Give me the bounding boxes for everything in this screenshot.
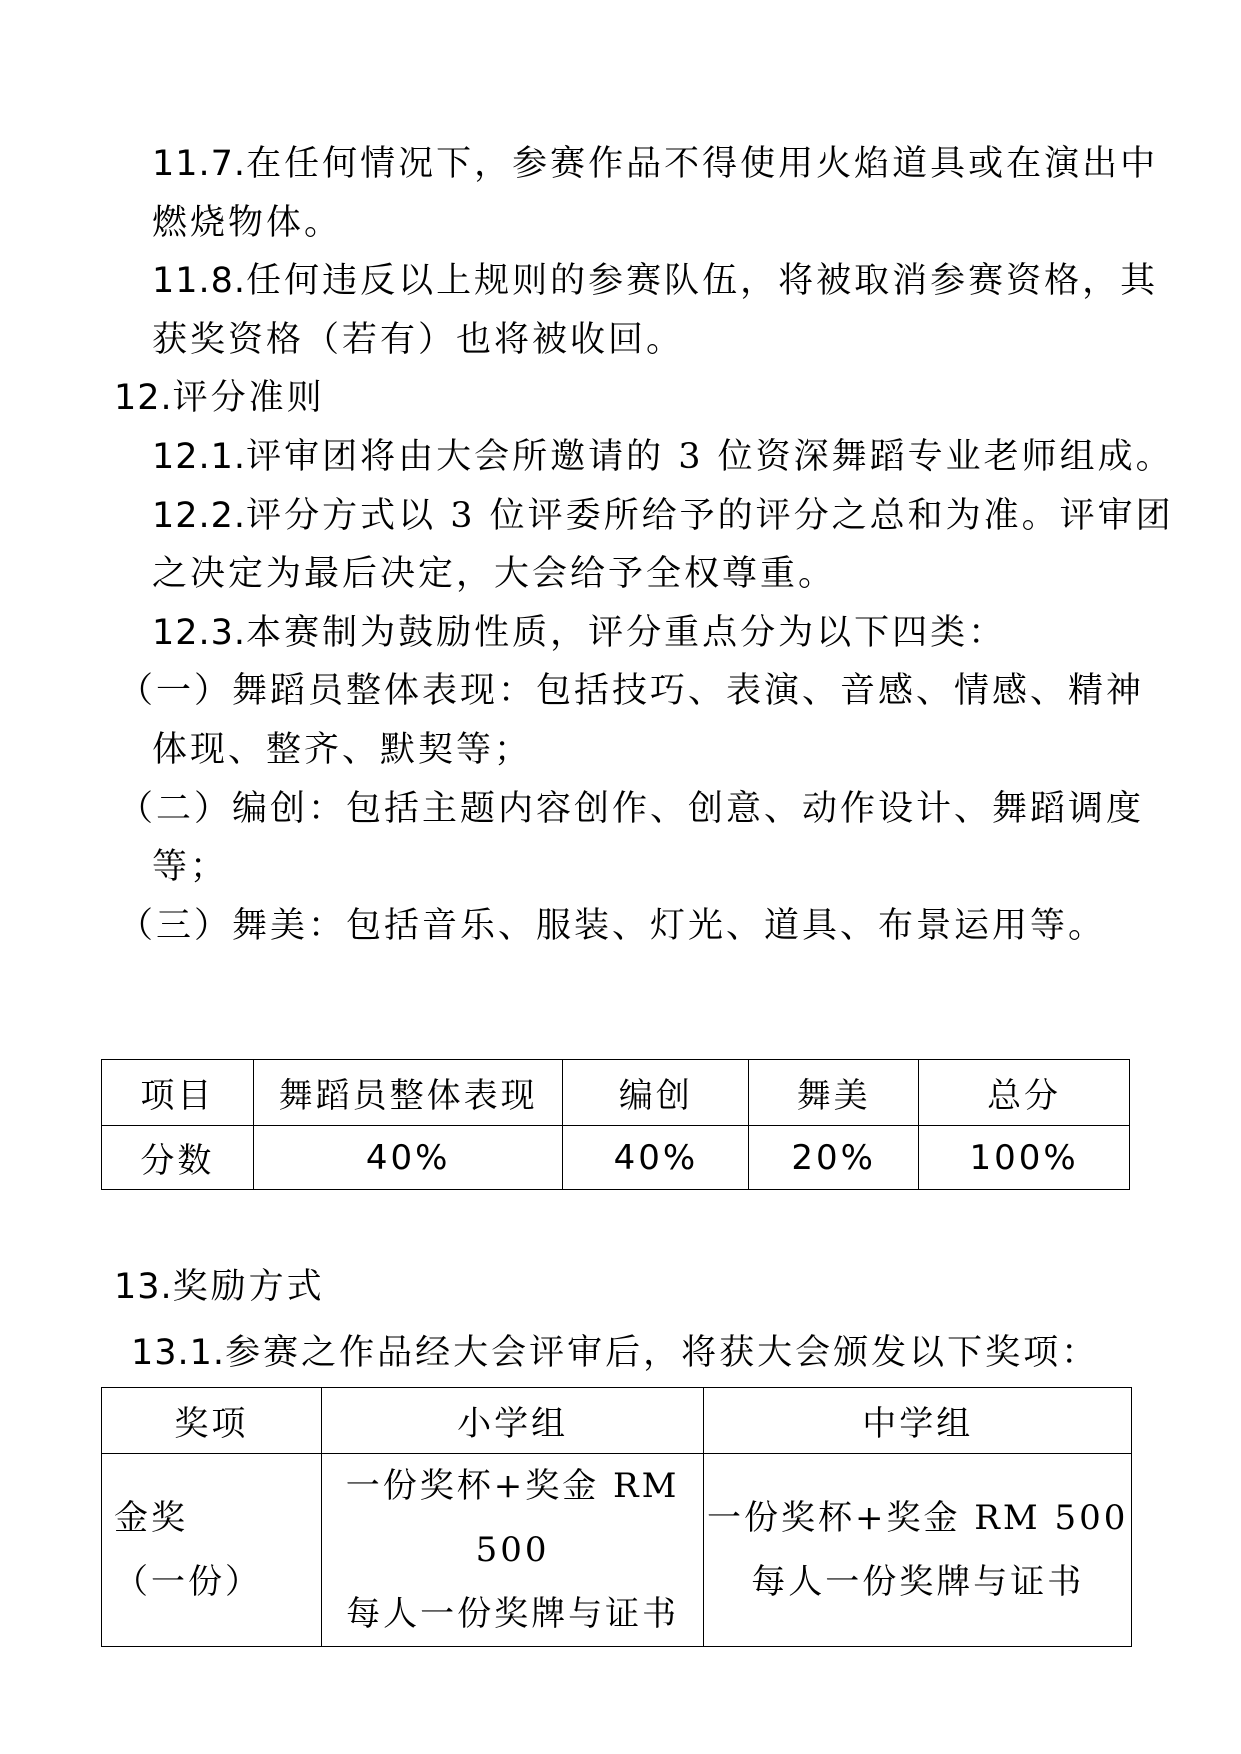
item-13-1 [131, 1330, 1099, 1376]
score-cell: 20% [749, 1126, 919, 1190]
section-number: 12. [114, 378, 173, 418]
item-11-7-line2: 燃烧物体。 [152, 203, 343, 243]
award-prize: 一份奖杯+奖金 RM 500 [345, 1466, 680, 1570]
score-header-cell: 总分 [919, 1060, 1130, 1126]
category-1-line2: 体现、整齐、默契等； [152, 730, 533, 770]
item-12-1 [152, 434, 1174, 480]
item-12-3 [152, 610, 1006, 656]
award-secondary-cell [704, 1454, 1132, 1647]
item-text: 参赛之作品经大会评审后，将获大会颁发以下奖项： [225, 1333, 1100, 1373]
item-number: 13.1. [131, 1333, 226, 1373]
award-quantity: （一份） [114, 1562, 262, 1602]
category-2-line2: 等； [152, 847, 229, 887]
item-text: 评分方式以 3 位评委所给予的评分之总和为准。评审团 [246, 496, 1174, 536]
category-2-line1: （二）编创：包括主题内容创作、创意、动作设计、舞蹈调度 [118, 789, 1145, 829]
score-header-cell: 舞蹈员整体表现 [253, 1060, 563, 1126]
item-11-7-line1 [152, 141, 1158, 187]
award-header-cell: 小学组 [321, 1388, 704, 1454]
award-prize: 一份奖杯+奖金 RM 500 [707, 1498, 1129, 1538]
score-table-row [102, 1126, 1130, 1190]
score-header-cell: 项目 [102, 1060, 254, 1126]
score-cell: 40% [253, 1126, 563, 1190]
section-title: 评分准则 [172, 378, 325, 418]
section-12-heading [114, 375, 325, 421]
score-row-label: 分数 [102, 1126, 254, 1190]
award-table-header-row [102, 1388, 1132, 1454]
award-primary-cell [321, 1454, 704, 1647]
item-text: 任何违反以上规则的参赛队伍，将被取消参赛资格，其 [246, 261, 1159, 301]
score-table-header-row [102, 1060, 1130, 1126]
item-12-2-line1 [152, 493, 1174, 539]
score-header-cell: 舞美 [749, 1060, 919, 1126]
award-medal: 每人一份奖牌与证书 [751, 1562, 1085, 1602]
section-number: 13. [114, 1267, 173, 1307]
score-table [101, 1059, 1130, 1190]
item-number: 11.7. [152, 144, 247, 184]
category-1-line1: （一）舞蹈员整体表现：包括技巧、表演、音感、情感、精神 [118, 671, 1145, 711]
score-header-cell: 编创 [563, 1060, 749, 1126]
award-name: 金奖 [114, 1498, 188, 1538]
item-text: 在任何情况下，参赛作品不得使用火焰道具或在演出中 [246, 144, 1159, 184]
item-11-8-line2: 获奖资格（若有）也将被收回。 [152, 320, 685, 360]
item-number: 12.1. [152, 437, 247, 477]
item-number: 12.3. [152, 613, 247, 653]
item-11-8-line1 [152, 258, 1158, 304]
item-text: 评审团将由大会所邀请的 3 位资深舞蹈专业老师组成。 [246, 437, 1174, 477]
award-table [101, 1387, 1132, 1647]
award-header-cell: 中学组 [704, 1388, 1132, 1454]
score-cell: 40% [563, 1126, 749, 1190]
item-12-2-line2: 之决定为最后决定，大会给予全权尊重。 [152, 554, 837, 594]
category-3-line1: （三）舞美：包括音乐、服装、灯光、道具、布景运用等。 [118, 906, 1107, 946]
award-row-gold [102, 1454, 1132, 1647]
item-number: 12.2. [152, 496, 247, 536]
item-number: 11.8. [152, 261, 247, 301]
award-medal: 每人一份奖牌与证书 [346, 1594, 680, 1634]
award-name-cell [102, 1454, 322, 1647]
item-text: 本赛制为鼓励性质，评分重点分为以下四类： [246, 613, 1007, 653]
award-header-cell: 奖项 [102, 1388, 322, 1454]
section-13-heading [114, 1264, 325, 1310]
section-title: 奖励方式 [172, 1267, 325, 1307]
score-cell: 100% [919, 1126, 1130, 1190]
